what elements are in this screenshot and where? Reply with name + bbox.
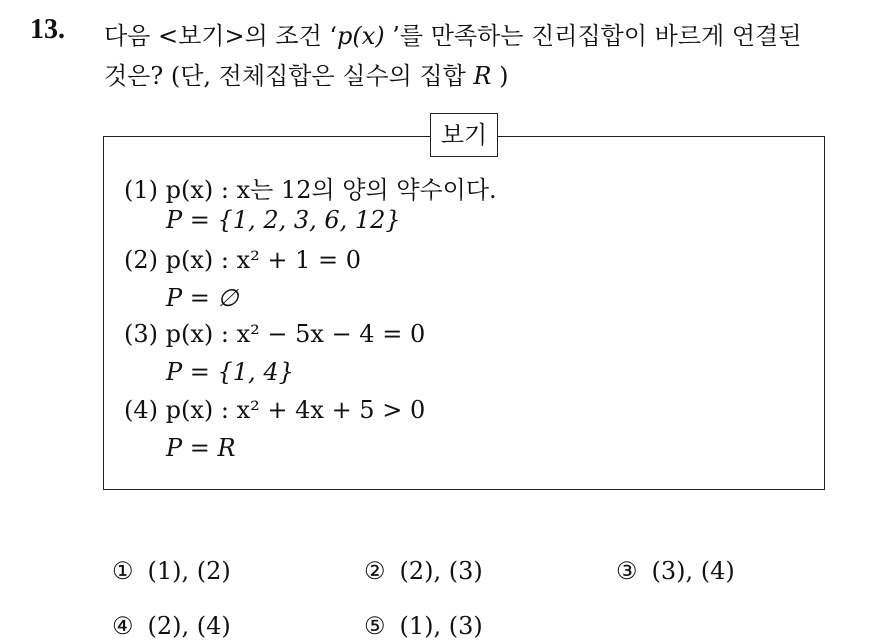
item-condition-text: p(x) : x² − 5x − 4 = 0 xyxy=(165,320,426,348)
question-text-part: ) xyxy=(491,62,509,90)
answer-choice-4[interactable] xyxy=(112,612,231,640)
choice-marker: ④ xyxy=(112,612,134,640)
item-number: (4) xyxy=(124,396,158,424)
answer-choice-2[interactable] xyxy=(364,557,483,585)
item-number: (3) xyxy=(124,320,158,348)
question-number: 13. xyxy=(30,14,65,45)
item-condition-text: p(x) : x² + 1 = 0 xyxy=(165,246,362,274)
choice-text: (2), (4) xyxy=(147,612,231,640)
answer-choice-1[interactable] xyxy=(112,557,231,585)
choice-marker: ③ xyxy=(616,557,638,585)
example-box-label: 보기 xyxy=(430,113,498,157)
choice-marker: ⑤ xyxy=(364,612,386,640)
answer-choice-5[interactable] xyxy=(364,612,483,640)
choice-text: (2), (3) xyxy=(399,557,483,585)
item-truth-set: P = {1, 4} xyxy=(166,358,294,386)
choice-marker: ② xyxy=(364,557,386,585)
item-condition xyxy=(124,396,425,424)
item-condition-text: p(x) : x² + 4x + 5 > 0 xyxy=(165,396,426,424)
item-number: (2) xyxy=(124,246,158,274)
question-text-part: 것은? (단, 전체집합은 실수의 집합 xyxy=(104,62,474,90)
item-condition xyxy=(124,246,361,274)
answer-choice-3[interactable] xyxy=(616,557,735,585)
choice-text: (3), (4) xyxy=(651,557,735,585)
question-text-part: ’를 만족하는 진리집합이 바르게 연결된 xyxy=(384,22,802,50)
question-text-line-2 xyxy=(104,56,508,91)
item-truth-set: P = R xyxy=(166,434,236,462)
item-condition-text: p(x) : x는 12의 양의 약수이다. xyxy=(165,176,497,204)
question-text-line-1 xyxy=(104,16,801,51)
item-truth-set: P = {1, 2, 3, 6, 12} xyxy=(166,206,401,234)
condition-symbol: p(x) xyxy=(337,22,385,50)
choice-text: (1), (3) xyxy=(399,612,483,640)
item-truth-set: P = ∅ xyxy=(166,284,239,312)
item-condition xyxy=(124,170,497,205)
question-text-part: 다음 <보기>의 조건 ‘ xyxy=(104,22,338,50)
universal-set-symbol: R xyxy=(473,62,492,90)
choice-marker: ① xyxy=(112,557,134,585)
item-number: (1) xyxy=(124,176,158,204)
choice-text: (1), (2) xyxy=(147,557,231,585)
item-condition xyxy=(124,320,425,348)
